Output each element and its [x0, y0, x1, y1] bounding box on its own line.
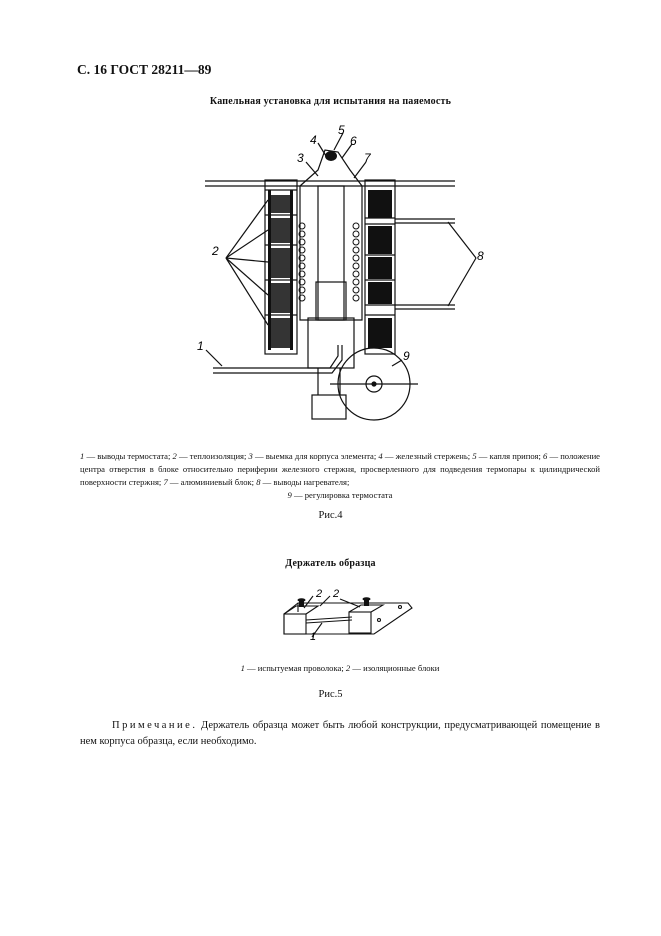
legend4-num-9: 9 [287, 490, 292, 500]
legend4-num-2: 2 [172, 451, 177, 461]
fig4-label-2: 2 [212, 244, 219, 258]
fig4-label-7: 7 [364, 151, 371, 165]
figure4-drawing [190, 122, 484, 424]
fig4-label-3: 3 [297, 151, 304, 165]
legend4-num-3: 3 [248, 451, 253, 461]
legend4-num-1: 1 [80, 451, 85, 461]
figure5-title: Держатель образца [285, 558, 376, 569]
legend4-text-9: — регулировка термостата [291, 490, 393, 500]
legend4-text-7: — алюминиевый блок; [167, 477, 257, 487]
fig4-label-9: 9 [403, 349, 410, 363]
legend4-text-5: — капля припоя; [476, 451, 543, 461]
fig4-label-5: 5 [338, 123, 345, 137]
legend4-text-6: — положение центра отверстия в блоке относительно периферии железного стержня, просверленного для подведения термопары к цилиндрической поверхности стержня; [80, 451, 600, 487]
legend4-text-2: — теплоизоляция; [176, 451, 249, 461]
note-paragraph [80, 718, 600, 750]
figure4-caption: Рис.4 [318, 510, 343, 521]
legend4-num-5: 5 [472, 451, 477, 461]
legend4-text-4: — железный стержень; [382, 451, 473, 461]
figure5-legend [80, 662, 600, 675]
note-prefix: Примечание. [112, 720, 198, 731]
fig4-label-1: 1 [197, 339, 204, 353]
fig5-label-2a: 2 [316, 588, 323, 600]
page-header: С. 16 ГОСТ 28211—89 [77, 62, 212, 77]
legend5-num-2: 2 [345, 663, 351, 673]
fig4-label-8: 8 [477, 249, 484, 263]
note-text: Держатель образца может быть любой конструкции, предусматривающей помещение в нем корпуса образца, если необходимо. [80, 720, 600, 747]
legend4-num-4: 4 [378, 451, 383, 461]
legend4-num-7: 7 [163, 477, 168, 487]
fig5-label-1: 1 [310, 631, 317, 643]
legend4-text-8: — выводы нагревателя; [260, 477, 350, 487]
legend4-text-1: — выводы термостата; [84, 451, 173, 461]
fig5-label-2b: 2 [333, 588, 340, 600]
fig4-label-4: 4 [310, 133, 317, 147]
figure5-drawing [270, 585, 420, 645]
figure4-title: Капельная установка для испытания на паяемость [209, 96, 452, 107]
figure4-legend [80, 450, 600, 502]
legend4-num-8: 8 [256, 477, 261, 487]
fig4-label-6: 6 [350, 134, 357, 148]
legend5-text-1: — испытуемая проволока; [244, 663, 346, 673]
legend5-num-1: 1 [240, 663, 245, 673]
legend4-num-6: 6 [543, 451, 548, 461]
legend4-text-3: — выемка для корпуса элемента; [252, 451, 379, 461]
legend5-text-2: — изоляционные блоки [350, 663, 440, 673]
figure5-caption: Рис.5 [318, 689, 343, 700]
